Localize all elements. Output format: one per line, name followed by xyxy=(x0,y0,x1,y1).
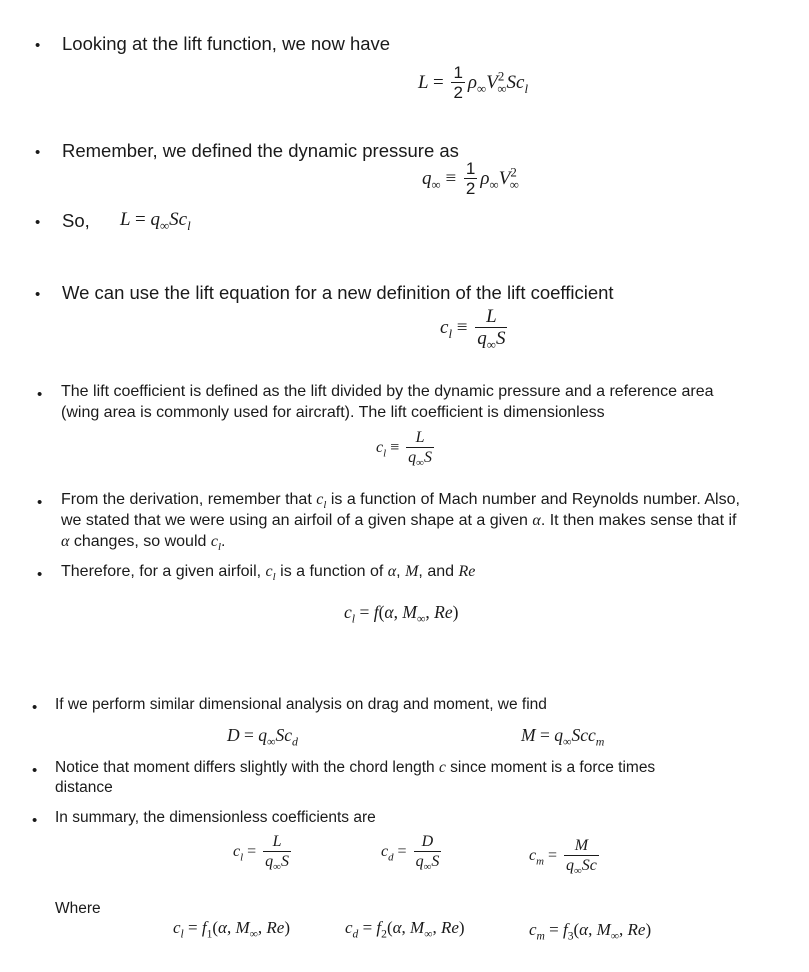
bullet-text-2: Remember, we defined the dynamic pressure as xyxy=(62,140,459,161)
bullet-dot: • xyxy=(37,386,43,403)
bullet-dot: • xyxy=(37,494,43,511)
drag-equation: $D = q_\infty Sc_d$ xyxy=(227,725,298,749)
lift-coefficient-function: $c_l = f(\alpha$, $M_\infty$, Re) xyxy=(344,602,459,626)
bullet-text-6-line-1: From the derivation, remember that $c_l$ is a function of Mach number and Reynolds number. Also, xyxy=(61,491,740,512)
bullet-dot: • xyxy=(37,566,43,583)
bullet-dot: • xyxy=(35,144,41,161)
bullet-text-9-line-1: Notice that moment differs slightly with the chord length c since moment is a force times xyxy=(55,759,656,776)
bullet-dot: • xyxy=(35,214,41,231)
bullet-text-5-line-1: The lift coefficient is defined as the lift divided by the dynamic pressure and a reference area xyxy=(61,383,714,400)
bullet-dot: • xyxy=(32,762,38,779)
cl-summary: $c_l$ = $\frac{L}{q_\infty S}$ xyxy=(233,833,289,873)
cd-function: $c_d = f_2(\alpha$, $M_\infty$, Re) xyxy=(345,918,465,941)
bullet-text-5-line-2: (wing area is commonly used for aircraft). The lift coefficient is dimensionless xyxy=(61,404,605,421)
cm-summary: $c_m$ = $\frac{M}{q_\infty Sc}$ xyxy=(529,837,597,877)
bullet-text-9-line-2: distance xyxy=(55,779,113,796)
moment-equation: $M = q_\infty Scc_m$ xyxy=(521,725,605,749)
bullet-text-7: Therefore, for a given airfoil, $c_l$ is a function of α, M, and Re xyxy=(61,563,476,584)
bullet-text-1: Looking at the lift function, we now have xyxy=(62,33,391,54)
cd-summary: $c_d$ = $\frac{D}{q_\infty S}$ xyxy=(381,833,440,873)
dynamic-pressure-equation: $q_\infty$ ≡ $\frac{1}{2}$ $\rho_\infty V^2_\infty$ xyxy=(422,159,519,198)
bullet-text-6-line-2: we stated that we were using an airfoil of a given shape at a given α. It then makes sense that if xyxy=(61,512,737,529)
bullet-text-8: If we perform similar dimensional analysis on drag and moment, we find xyxy=(55,696,547,713)
bullet-dot: • xyxy=(32,812,38,829)
lift-q-equation: $L = q_\infty Sc_l$ xyxy=(120,209,191,233)
bullet-dot: • xyxy=(32,699,38,716)
bullet-dot: • xyxy=(35,286,41,303)
lift-equation: L = $\frac{1}{2}$ $\rho_\infty V^2_\infty Sc_l$ xyxy=(418,63,529,102)
where-label: Where xyxy=(55,900,101,917)
lift-coefficient-definition-small: $c_l$ ≡ $\frac{L}{q_\infty S}$ xyxy=(376,429,432,469)
bullet-text-3: So, xyxy=(62,210,90,231)
bullet-text-10: In summary, the dimensionless coefficients are xyxy=(55,809,376,826)
cl-function: $c_l = f_1(\alpha$, $M_\infty$, Re) xyxy=(173,918,290,941)
lift-coefficient-definition: $c_l$ ≡ $\frac{L}{q_\infty S}$ xyxy=(440,306,506,352)
cm-function: $c_m = f_3(\alpha$, $M_\infty$, Re) xyxy=(529,920,652,943)
bullet-text-4: We can use the lift equation for a new definition of the lift coefficient xyxy=(62,282,614,303)
bullet-dot: • xyxy=(35,37,41,54)
bullet-text-6-line-3: α changes, so would $c_l$. xyxy=(61,533,226,554)
